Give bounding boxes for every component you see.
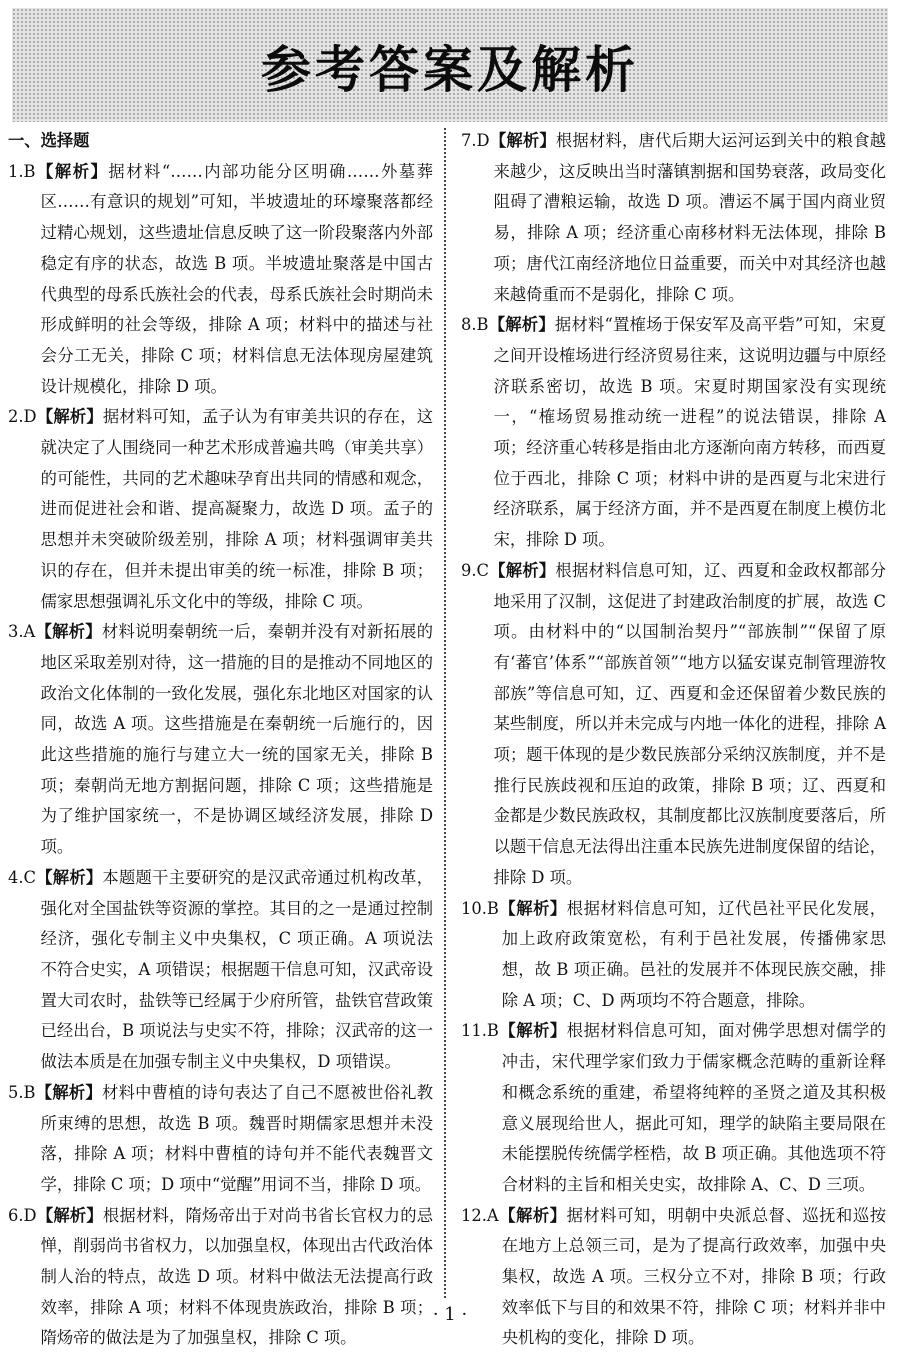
answer-item — [8, 157, 433, 403]
column-divider — [444, 128, 446, 1298]
analysis-tag: 【解析】 — [35, 161, 109, 181]
item-number: 8.B — [461, 315, 489, 335]
analysis-tag: 【解析】 — [498, 1021, 567, 1041]
item-text: 材料说明秦朝统一后，秦朝并没有对新拓展的地区采取差别对待，这一措施的目的是推动不同地区的政治文化体制的一致化发展，强化东北地区对国家的认同，故选 A 项。这些措施是在秦朝统一后施行的，因此这些措施的施行与建立大一统的国家无关，排除 B 项；秦朝尚无地方割据问题，排除 C 项；这些措施是为了维护国家统一，不是协调区域经济发展，排除 D 项。 — [40, 622, 433, 857]
answer-item — [8, 617, 433, 863]
answer-item — [461, 894, 886, 1017]
answer-item — [461, 126, 886, 310]
page-number: · 1 · — [432, 1304, 468, 1325]
analysis-tag: 【解析】 — [489, 560, 556, 580]
item-text: 根据材料信息可知，辽、西夏和金政权都部分地采用了汉制，这促进了封建政治制度的扩展，故选 C 项。由材料中的“以国制治契丹”“部族制”“保留了原有‘蕃官’体系”“部族首领”“地方以猛安谋克制管理游牧部族”等信息可知，辽、西夏和金还保留着少数民族的某些制度，所以并未完成与内地一体化的进程，排除 A 项；题干体现的是少数民族部分采纳汉族制度，并不是推行民族歧视和压迫的政策，排除 B 项；辽、西夏和金都是少数民族政权，其制度都比汉族制度要落后，所以题干信息无法得出注重本民族先进制度保留的结论，排除 D 项。 — [493, 560, 886, 887]
item-number: 10.B — [461, 898, 499, 918]
item-number: 12.A — [461, 1205, 499, 1225]
analysis-tag: 【解析】 — [35, 622, 102, 642]
analysis-tag: 【解析】 — [35, 1082, 103, 1102]
answer-item — [8, 402, 433, 617]
answer-item — [461, 556, 886, 894]
answer-item — [461, 310, 886, 556]
analysis-tag: 【解析】 — [36, 1205, 103, 1225]
analysis-tag: 【解析】 — [498, 1205, 567, 1225]
right-column — [461, 126, 886, 1348]
item-number: 4.C — [8, 867, 36, 887]
item-number: 11.B — [461, 1021, 499, 1041]
item-text: 根据材料信息可知，面对佛学思想对儒学的冲击，宋代理学家们致力于儒家概念范畴的重新诠释和概念系统的重建，希望将纯粹的圣贤之道及其积极意义展现给世人，据此可知，理学的缺陷主要局限在未能摆脱传统儒学桎梏，故 B 项正确。其他选项不符合材料的主旨和相关史实，故排除 A、C、D 三项。 — [501, 1021, 886, 1194]
item-number: 5.B — [8, 1082, 36, 1102]
answer-item — [8, 863, 433, 1078]
item-number: 6.D — [8, 1205, 37, 1225]
item-number: 7.D — [461, 131, 490, 150]
analysis-tag: 【解析】 — [498, 898, 567, 918]
item-text: 根据材料信息可知，辽代邑社平民化发展，加上政府政策宽松，有利于邑社发展，传播佛家思想，故 B 项正确。邑社的发展并不体现民族交融，排除 A 项；C、D 两项均不符合题意，排除。 — [501, 898, 886, 1010]
answer-item — [8, 1201, 433, 1354]
item-text: 据材料“置榷场于保安军及高平砦”可知，宋夏之间开设榷场进行经济贸易往来，这说明边疆与中原经济联系密切，故选 B 项。宋夏时期国家没有实现统一，“榷场贸易推动统一进程”的说法错误，排除 A 项；经济重心转移是指由北方逐渐向南方转移，而西夏位于西北，排除 C 项；材料中讲的是西夏与北宋进行经济联系，属于经济方面，并不是西夏在制度上模仿北宋，排除 D 项。 — [493, 315, 886, 550]
header-banner — [12, 8, 888, 122]
item-text: 根据材料，唐代后期大运河运到关中的粮食越来越少，这反映出当时藩镇割据和国势衰落，政局变化阻碍了漕粮运输，故选 D 项。漕运不属于国内商业贸易，排除 A 项；经济重心南移材料无法体现，排除 B 项；唐代江南经济地位日益重要，而关中对其经济也越来越倚重而不是弱化，排除 C 项。 — [493, 131, 886, 304]
item-number: 1.B — [8, 161, 36, 181]
analysis-tag: 【解析】 — [36, 867, 103, 887]
item-text: 根据材料，隋炀帝出于对尚书省长官权力的忌惮，削弱尚书省权力，以加强皇权，体现出古代政治体制人治的特点，故选 D 项。材料中做法无法提高行政效率，排除 A 项；材料不体现贵族政治，排除 B 项；隋炀帝的做法是为了加强皇权，排除 C 项。 — [40, 1205, 433, 1348]
item-text: 材料中曹植的诗句表达了自己不愿被世俗礼教所束缚的思想，故选 B 项。魏晋时期儒家思想并未没落，排除 A 项；材料中曹植的诗句并不能代表魏晋文学，排除 C 项；D 项中“觉醒”用词不当，排除 D 项。 — [40, 1082, 433, 1194]
answer-item — [461, 1201, 886, 1354]
item-number: 2.D — [8, 407, 37, 427]
item-text: 据材料可知，明朝中央派总督、巡抚和巡按在地方上总领三司，是为了提高行政效率，加强中央集权，故选 A 项。三权分立不对，排除 B 项；行政效率低下与目的和效果不符，排除 C 项；材料并非中央机构的变化，排除 D 项。 — [501, 1205, 886, 1348]
page-title: 参考答案及解析 — [261, 41, 639, 99]
item-number: 9.C — [461, 560, 489, 580]
answer-item — [461, 1016, 886, 1200]
left-column — [8, 126, 433, 1348]
section-title: 一、选择题 — [8, 131, 90, 150]
answer-item — [8, 1078, 433, 1201]
item-number: 3.A — [8, 622, 36, 642]
analysis-tag: 【解析】 — [36, 407, 103, 427]
analysis-tag: 【解析】 — [488, 315, 555, 335]
analysis-tag: 【解析】 — [489, 131, 556, 150]
item-text: 据材料“……内部功能分区明确……外墓葬区……有意识的规划”可知，半坡遗址的环壕聚落都经过精心规划，这些遗址信息反映了这一阶段聚落内外部稳定有序的状态，故选 B 项。半坡遗址聚落是中国古代典型的母系氏族社会的代表，母系氏族社会时期尚未形成鲜明的社会等级，排除 A 项；材料中的描述与社会分工无关，排除 C 项；材料信息无法体现房屋建筑设计规模化，排除 D 项。 — [40, 161, 433, 396]
item-text: 据材料可知，孟子认为有审美共识的存在，这就决定了人围绕同一种艺术形成普遍共鸣（审美共享）的可能性，共同的艺术趣味孕育出共同的情感和观念，进而促进社会和谐、提高凝聚力，故选 D 项。孟子的思想并未突破阶级差别，排除 A 项；材料强调审美共识的存在，但并未提出审美的统一标准，排除 B 项；儒家思想强调礼乐文化中的等级，排除 C 项。 — [40, 407, 433, 611]
item-text: 本题题干主要研究的是汉武帝通过机构改革，强化对全国盐铁等资源的掌控。其目的之一是通过控制经济，强化专制主义中央集权，C 项正确。A 项说法不符合史实，A 项错误；根据题干信息可知，汉武帝设置大司农时，盐铁等已经属于少府所管，盐铁官营政策已经出台，B 项说法与史实不符，排除；汉武帝的这一做法本质是在加强专制主义中央集权，D 项错误。 — [40, 867, 433, 1072]
